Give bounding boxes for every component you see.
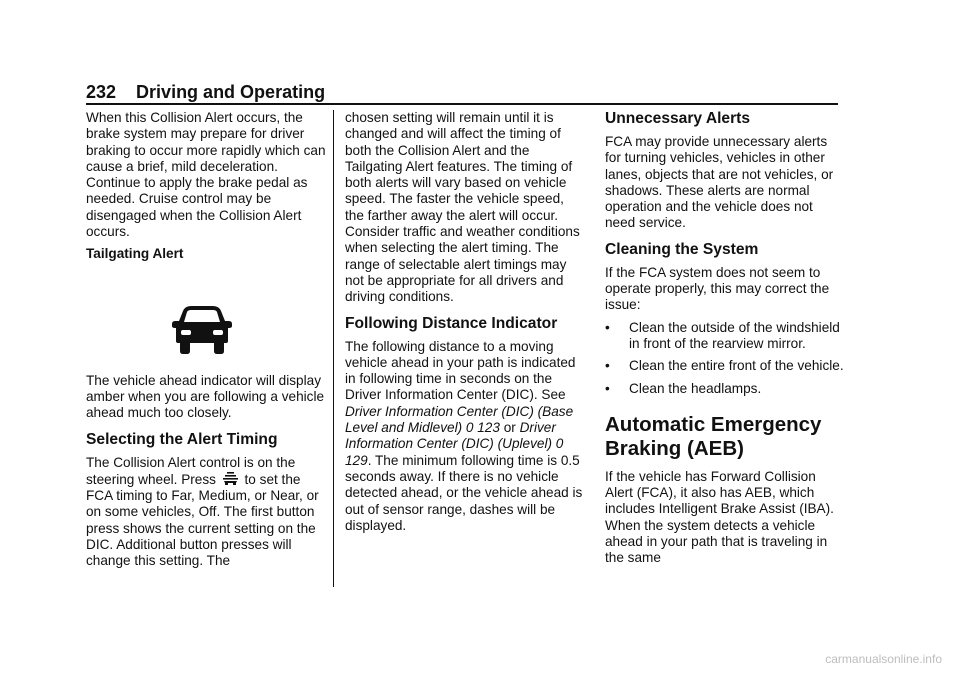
section-title: Driving and Operating [136, 82, 326, 102]
timing-paragraph-part-a: The Collision Alert control is on the steering wheel. Press [86, 454, 296, 487]
following-distance-heading: Following Distance Indicator [345, 314, 558, 332]
cleaning-system-heading: Cleaning the System [605, 240, 759, 258]
page-header [86, 82, 325, 103]
list-item [605, 320, 845, 353]
aeb-heading-line-1: Automatic Emergency [605, 412, 822, 436]
selecting-alert-timing-heading: Selecting the Alert Timing [86, 430, 278, 448]
unnecessary-alerts-paragraph: FCA may provide unnecessary alerts for turning vehicles, vehicles in other lanes, objects that are not vehicles, or shadows. These alerts are normal operation and the vehicle does not need service. [605, 134, 834, 231]
dic-base-page-ref[interactable]: 0 123 [465, 420, 500, 436]
vehicle-ahead-figure [86, 263, 326, 373]
bullet-marker: • [605, 319, 610, 335]
list-item [605, 358, 845, 374]
list-item [605, 381, 845, 397]
column-1 [86, 110, 326, 570]
header-rule [86, 103, 838, 105]
following-paragraph-part-a: The following distance to a moving vehicle ahead in your path is indicated in following time in seconds on the Driver Information Center (DIC). See [345, 338, 576, 403]
column-2 [345, 110, 585, 534]
bullet-text: Clean the outside of the windshield in front of the rearview mirror. [629, 319, 840, 351]
column-3 [605, 110, 845, 567]
dic-uplevel-page-ref[interactable]: 0 129 [345, 436, 564, 468]
aeb-paragraph: If the vehicle has Forward Collision Alert (FCA), it also has AEB, which includes Intelligent Brake Assist (IBA). When the system detects a vehicle ahead in your path that is traveling in the same [605, 468, 834, 566]
bullet-text: Clean the entire front of the vehicle. [629, 358, 844, 374]
aeb-heading [605, 413, 845, 461]
vehicle-ahead-paragraph: The vehicle ahead indicator will display amber when you are following a vehicle ahead much too closely. [86, 372, 325, 421]
collision-alert-paragraph: When this Collision Alert occurs, the brake system may prepare for driver braking to occur more rapidly which can cause a brief, mild deceleration. Continue to apply the brake pedal as needed. Cruise control may be disengaged when the Collision Alert occurs. [86, 110, 326, 240]
dic-uplevel-reference-link[interactable]: Driver Information Center (DIC) (Uplevel) [345, 420, 556, 452]
dic-base-reference-link[interactable]: Driver Information Center (DIC) (Base Level and Midlevel) [345, 403, 574, 436]
following-distance-paragraph [345, 339, 585, 535]
or-text: or [503, 420, 516, 436]
selecting-alert-timing-paragraph [86, 455, 326, 570]
bullet-marker: • [605, 380, 610, 396]
cleaning-system-paragraph: If the FCA system does not seem to operate properly, this may correct the issue: [605, 264, 830, 313]
vehicle-ahead-icon [171, 305, 233, 355]
timing-paragraph-part-b: to set the FCA timing to Far, Medium, or Near, or on some vehicles, Off. The first button press shows the current setting on the DIC. Additional button presses will change this setting. The [86, 471, 319, 569]
bullet-text: Clean the headlamps. [629, 380, 762, 396]
watermark: carmanualsonline.info [825, 652, 942, 666]
aeb-heading-line-2: Braking (AEB) [605, 436, 744, 460]
alert-timing-continued-paragraph: chosen setting will remain until it is changed and will affect the timing of both the Collision Alert and the Tailgating Alert features. The timing of both alerts will vary based on vehicle speed. The faster the vehicle speed, the farther away the alert will occur. Consider traffic and weather conditions when selecting the alert timing. The range of selectable alert timings may not be appropriate for all drivers and driving conditions. [345, 110, 580, 305]
column-divider [333, 110, 334, 587]
unnecessary-alerts-heading: Unnecessary Alerts [605, 110, 751, 127]
collision-alert-timing-icon [222, 471, 239, 486]
tailgating-alert-title: Tailgating Alert [86, 246, 184, 262]
page-number: 232 [86, 82, 117, 102]
bullet-marker: • [605, 358, 610, 374]
following-paragraph-part-b: . The minimum following time is 0.5 seconds away. If there is no vehicle detected ahead, or the vehicle ahead is out of sensor range, dashes will be displayed. [345, 452, 583, 533]
